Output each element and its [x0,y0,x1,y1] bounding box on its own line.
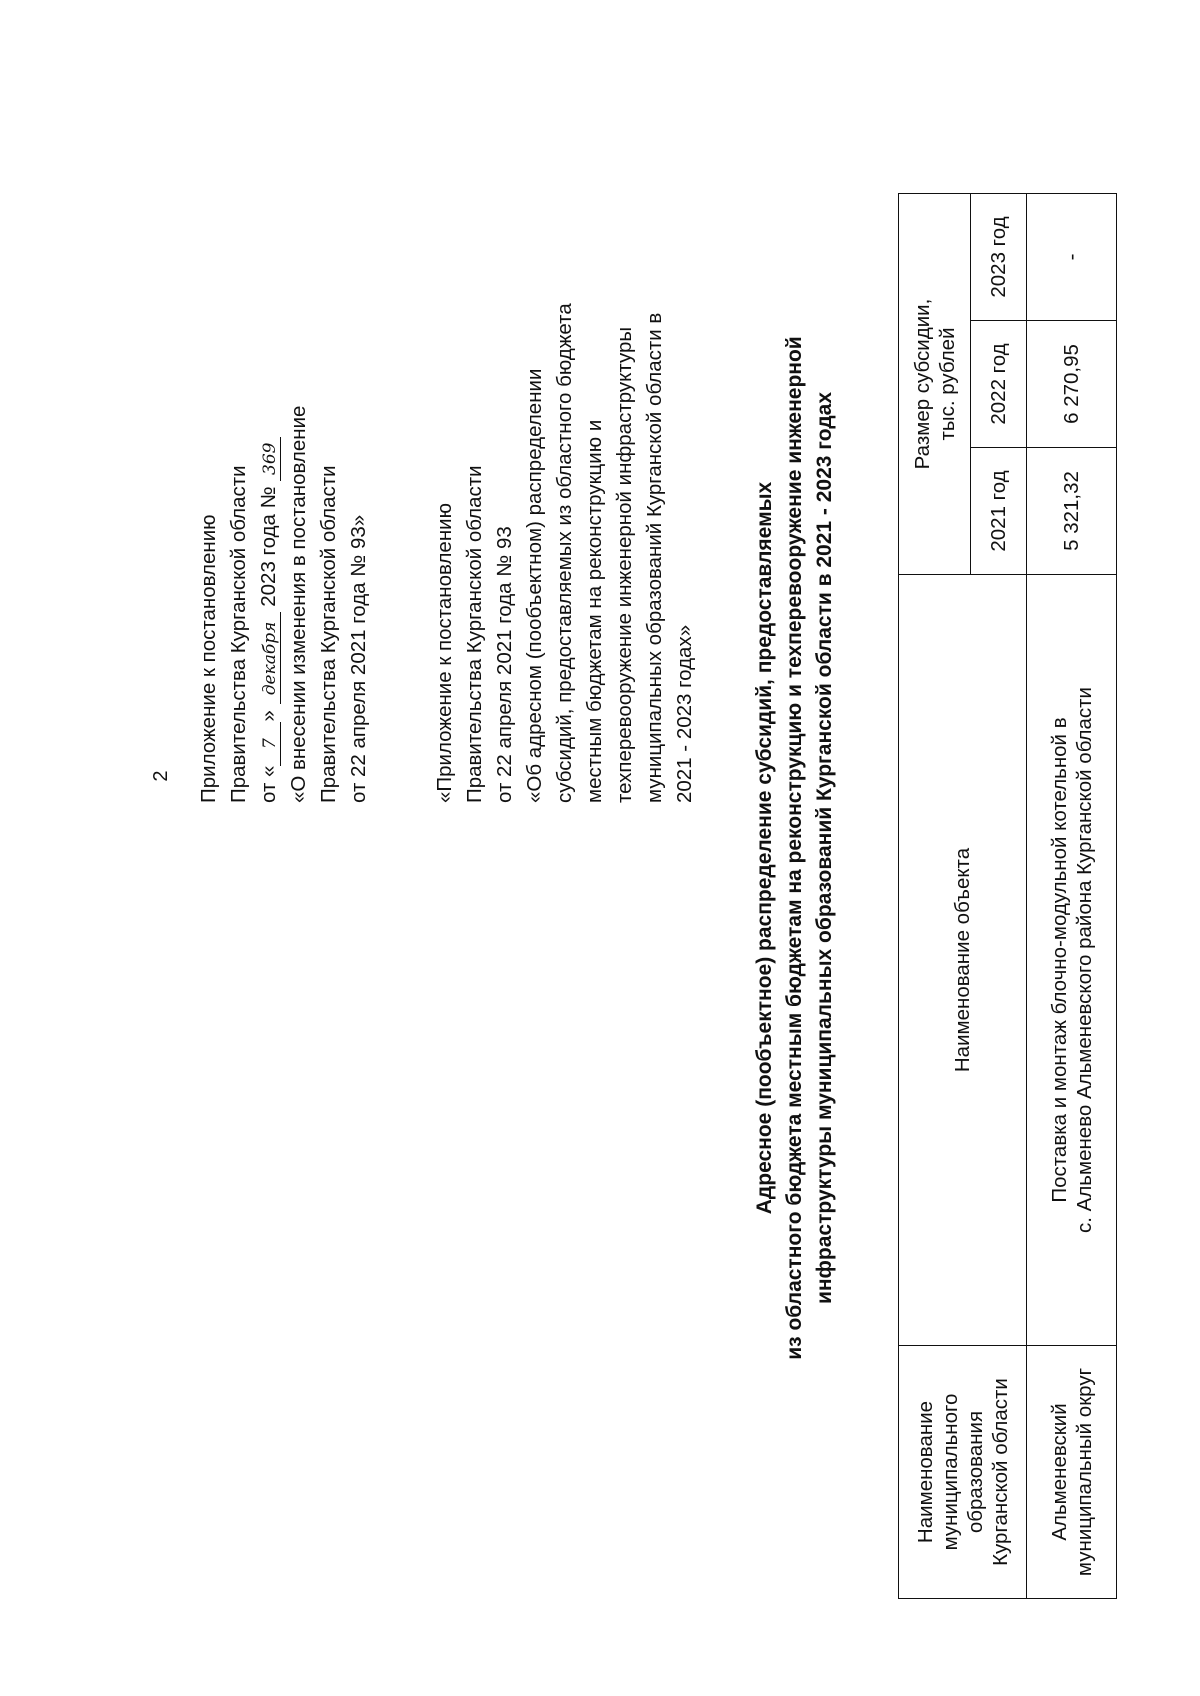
header-text: Наименование [913,1400,937,1544]
appendix-note-line: Правительства Курганской области [227,465,250,803]
date-prefix: от « [257,765,280,803]
cell-object [1027,575,1117,1346]
header-subsidy [899,194,971,575]
header-text: тыс. рублей [935,327,959,441]
header-text: муниципального [938,1393,962,1551]
cell-text: Поставка и монтаж блочно-модульной котельной в [1047,717,1071,1203]
handwritten-month: декабря [260,612,281,704]
header-municipality [899,1346,1027,1599]
original-note-line: местным бюджетам на реконструкцию и [583,419,606,803]
handwritten-number: 369 [260,437,281,481]
original-note-line: субсидий, предоставляемых из областного бюджета [553,303,576,803]
header-object: Наименование объекта [899,575,1027,1346]
table-header-row [899,194,971,1599]
header-text: Размер субсидии, [910,298,934,470]
table-row [1027,194,1117,1599]
page-content [150,103,1140,1648]
header-year-2022: 2022 год [971,321,1027,448]
cell-2021: 5 321,32 [1027,448,1117,575]
appendix-note-line: Приложение к постановлению [197,514,220,803]
subsidy-table [898,193,1117,1599]
original-note-line: от 22 апреля 2021 года № 93 [493,526,516,803]
cell-text: Альменевский [1047,1403,1071,1541]
original-appendix-note [430,303,700,803]
title-line: Адресное (пообъектное) распределение субсидий, предоставляемых [753,481,776,1215]
appendix-note-date-line [254,406,284,803]
original-note-line: муниципальных образований Курганской области в [643,312,666,803]
cell-2022: 6 270,95 [1027,321,1117,448]
appendix-note-line: Правительства Курганской области [317,465,340,803]
appendix-note-line: от 22 апреля 2021 года № 93» [347,514,370,803]
original-note-line: 2021 - 2023 годах» [673,624,696,803]
original-note-line: техперевооружение инженерной инфраструктуры [613,326,636,803]
header-text: Курганской области [988,1378,1012,1566]
title-line: инфраструктуры муниципальных образований Курганской области в 2021 - 2023 годах [813,391,836,1305]
cell-2023: - [1027,194,1117,321]
cell-text: с. Альменево Альменевского района Курганской области [1072,687,1096,1233]
handwritten-day: 7 [260,722,281,766]
header-year-2023: 2023 год [971,194,1027,321]
cell-text: муниципальный округ [1072,1367,1096,1577]
cell-municipality [1027,1346,1117,1599]
title-line: из областного бюджета местным бюджетам на реконструкцию и техперевооружение инженерной [783,336,806,1360]
date-quote-close: » [257,710,280,722]
page-number: 2 [150,770,172,782]
original-note-line: «Приложение к постановлению [433,503,456,803]
appendix-note [194,406,374,803]
document-title [750,198,840,1498]
original-note-line: Правительства Курганской области [463,465,486,803]
date-year: 2023 года № [257,486,280,607]
header-text: образования [963,1410,987,1534]
header-year-2021: 2021 год [971,448,1027,575]
original-note-line: «Об адресном (пообъектном) распределении [523,368,546,803]
appendix-note-line: «О внесении изменения в постановление [287,405,310,803]
